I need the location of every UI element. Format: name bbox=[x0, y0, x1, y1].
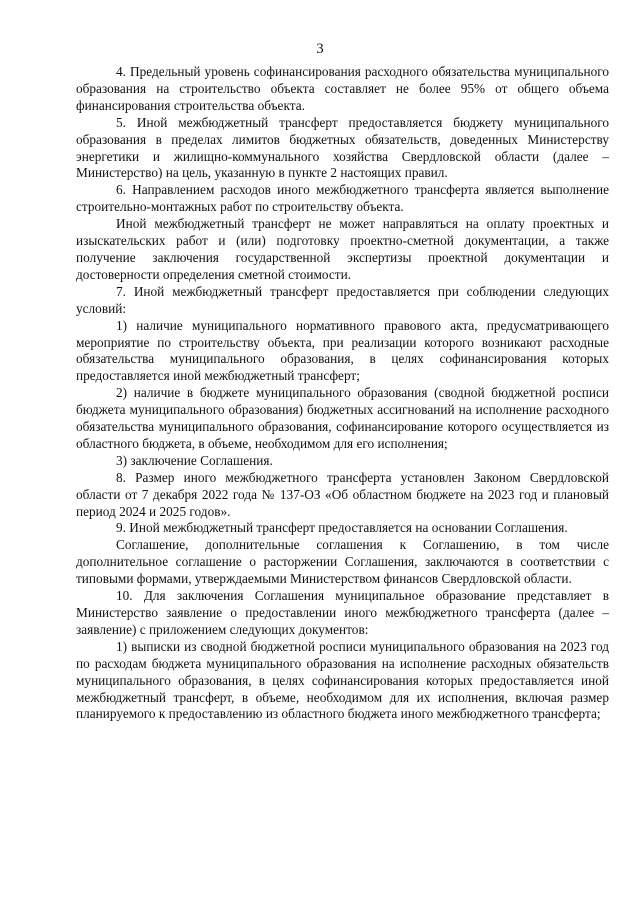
condition-3: 3) заключение Соглашения. bbox=[116, 452, 273, 468]
paragraph-9: 9. Иной межбюджетный трансферт предоставляется на основании Соглашения. bbox=[116, 520, 568, 536]
page-number: 3 bbox=[316, 41, 324, 57]
document-item-1: 1) выписки из сводной бюджетной росписи муниципального образования на 2023 год по расходам бюджета муниципального образования на исполнение расходных обязательств муниципального образования, в целях софинансирования которых предоставляется иной межбюджетный трансферт, в объеме, необходимом для их исполнения, включая размер планируемого к предоставлению из областного бюджета иного межбюджетного трансферта; bbox=[76, 638, 609, 722]
paragraph-9-note: Соглашение, дополнительные соглашения к Соглашению, в том числе дополнительное соглашение о расторжении Соглашения, заключаются в соответствии с типовыми формами, утверждаемыми Министерством финансов Свердловской области. bbox=[76, 537, 609, 587]
paragraph-6: 6. Направлением расходов иного межбюджетного трансферта является выполнение строительно-монтажных работ по строительству объекта. bbox=[76, 182, 609, 215]
paragraph-4: 4. Предельный уровень софинансирования расходного обязательства муниципального образования на строительство объекта составляет не более 95% от общего объема финансирования строительства объекта. bbox=[76, 64, 609, 113]
condition-2: 2) наличие в бюджете муниципального образования (сводной бюджетной росписи бюджета муниципального образования) бюджетных ассигнований на исполнение расходного обязательства муниципального образования, софинансирование которого осуществляется из областного бюджета, в объеме, необходимом для его исполнения; bbox=[76, 385, 609, 451]
condition-1: 1) наличие муниципального нормативного правового акта, предусматривающего мероприятие по строительству объекта, при реализации которого возникают расходные обязательства муниципального образования, в целях софинансирования которых предоставляется иной межбюджетный трансферт; bbox=[76, 317, 609, 384]
paragraph-6-note: Иной межбюджетный трансферт не может направляться на оплату проектных и изыскательских работ и (или) подготовку проектно-сметной документации, а также получение заключения государственной экспертизы проектной документации и достоверности определения сметной стоимости. bbox=[76, 216, 609, 282]
paragraph-8: 8. Размер иного межбюджетного трансферта установлен Законом Свердловской области от 7 декабря 2022 года № 137-ОЗ «Об областном бюджете на 2023 год и плановый период 2024 и 2025 годов». bbox=[76, 469, 609, 519]
document-body bbox=[76, 64, 609, 723]
paragraph-5: 5. Иной межбюджетный трансферт предоставляется бюджету муниципального образования в пределах лимитов бюджетных обязательств, доведенных Министерству энергетики и жилищно-коммунального хозяйства Свердловской области (далее – Министерство) на цель, указанную в пункте 2 настоящих правил. bbox=[76, 114, 609, 181]
paragraph-7: 7. Иной межбюджетный трансферт предоставляется при соблюдении следующих условий: bbox=[76, 283, 609, 316]
paragraph-10: 10. Для заключения Соглашения муниципальное образование представляет в Министерство заявление о предоставлении иного межбюджетного трансферта (далее – заявление) с приложением следующих документов: bbox=[76, 588, 609, 637]
